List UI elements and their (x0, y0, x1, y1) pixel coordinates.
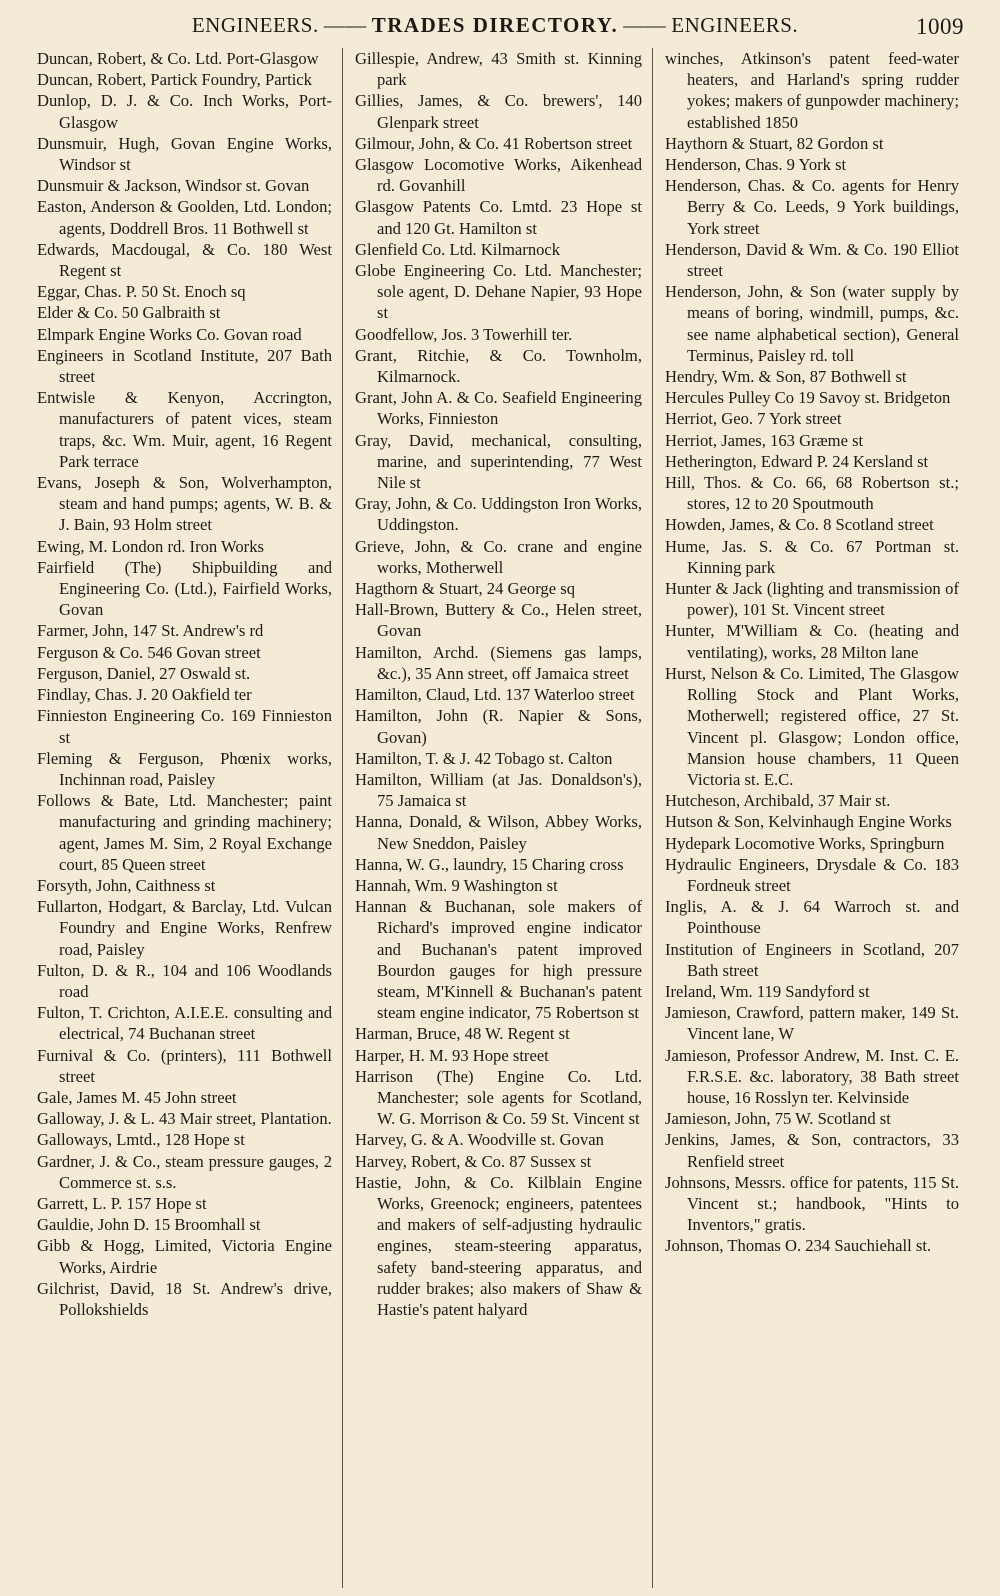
directory-entry: Hill, Thos. & Co. 66, 68 Robertson st.; stores, 12 to 20 Spoutmouth (665, 473, 959, 514)
directory-entry: Harman, Bruce, 48 W. Regent st (355, 1024, 570, 1044)
directory-entry: Findlay, Chas. J. 20 Oakfield ter (37, 685, 252, 705)
directory-entry: Hamilton, John (R. Napier & Sons, Govan) (355, 706, 642, 747)
directory-entry: Hagthorn & Stuart, 24 George sq (355, 579, 575, 599)
directory-entry: Hamilton, William (at Jas. Donaldson's), 75 Jamaica st (355, 769, 642, 811)
directory-entry: Gilmour, John, & Co. 41 Robertson street (355, 133, 633, 153)
column-1 (33, 48, 343, 1588)
directory-entry: Finnieston Engineering Co. 169 Finnieston st (37, 706, 332, 747)
directory-entry: Hume, Jas. S. & Co. 67 Portman st. Kinning park (665, 536, 959, 577)
directory-entry: Globe Engineering Co. Ltd. Manchester; sole agent, D. Dehane Napier, 93 Hope st (355, 261, 642, 323)
directory-entry: Elder & Co. 50 Galbraith st (37, 303, 221, 323)
directory-entry: Johnson, Thomas O. 234 Sauchiehall st. (665, 1236, 932, 1256)
directory-entry: Haythorn & Stuart, 82 Gordon st (665, 133, 884, 153)
directory-entry: Herriot, James, 163 Græme st (665, 430, 864, 450)
directory-entry: Henderson, David & Wm. & Co. 190 Elliot street (665, 239, 959, 281)
directory-entry: Duncan, Robert, Partick Foundry, Partick (37, 70, 312, 90)
directory-entry: Fullarton, Hodgart, & Barclay, Ltd. Vulcan Foundry and Engine Works, Renfrew road, Paisley (37, 897, 332, 959)
header-right: ENGINEERS. (671, 12, 799, 37)
directory-entry: Furnival & Co. (printers), 111 Bothwell street (37, 1045, 332, 1086)
directory-entry: Glenfield Co. Ltd. Kilmarnock (355, 239, 561, 259)
directory-entry: Gardner, J. & Co., steam pressure gauges, 2 Commerce st. s.s. (37, 1151, 332, 1192)
directory-entry: Dunsmuir & Jackson, Windsor st. Govan (37, 176, 310, 196)
directory-entry: Henderson, Chas. & Co. agents for Henry Berry & Co. Leeds, 9 York buildings, York street (665, 176, 959, 238)
directory-entry: Harper, H. M. 93 Hope street (355, 1045, 549, 1065)
directory-entry: Goodfellow, Jos. 3 Towerhill ter. (355, 324, 573, 344)
directory-entry: Jamieson, Crawford, pattern maker, 149 St. Vincent lane, W (665, 1003, 959, 1044)
directory-entry: Hannan & Buchanan, sole makers of Richard's improved engine indicator and Buchanan's patent improved Bourdon gauges for high pressure steam, M'Kinnell & Buchanan's patent steam engine indicator, 75 Robertson st (355, 897, 642, 1023)
directory-entry: Engineers in Scotland Institute, 207 Bath street (37, 345, 332, 387)
directory-entry: Grieve, John, & Co. crane and engine works, Motherwell (355, 536, 642, 577)
directory-entry: Gillespie, Andrew, 43 Smith st. Kinning park (355, 49, 642, 90)
directory-entry: Hetherington, Edward P. 24 Kersland st (665, 451, 929, 471)
directory-entry: Grant, Ritchie, & Co. Townholm, Kilmarnock. (355, 345, 642, 387)
directory-entry: Gilchrist, David, 18 St. Andrew's drive, Pollokshields (37, 1278, 332, 1319)
running-header (30, 8, 964, 42)
directory-entry: Duncan, Robert, & Co. Ltd. Port-Glasgow (37, 49, 319, 68)
directory-entry: Hamilton, T. & J. 42 Tobago st. Calton (355, 748, 613, 768)
directory-entry: Easton, Anderson & Goolden, Ltd. London; agents, Doddrell Bros. 11 Bothwell st (37, 197, 332, 238)
directory-entry: Dunsmuir, Hugh, Govan Engine Works, Windsor st (37, 133, 332, 175)
directory-entry: Fairfield (The) Shipbuilding and Engineering Co. (Ltd.), Fairfield Works, Govan (37, 557, 332, 620)
directory-entry: Hydepark Locomotive Works, Springburn (665, 833, 945, 853)
directory-entry: Herriot, Geo. 7 York street (665, 409, 842, 429)
directory-entry: Institution of Engineers in Scotland, 207 Bath street (665, 939, 959, 980)
directory-entry: Hall-Brown, Buttery & Co., Helen street, Govan (355, 600, 642, 641)
directory-entry: Elmpark Engine Works Co. Govan road (37, 324, 302, 344)
directory-entry: Jamieson, John, 75 W. Scotland st (665, 1109, 891, 1129)
directory-entry: Galloways, Lmtd., 128 Hope st (37, 1130, 245, 1150)
directory-entry: Evans, Joseph & Son, Wolverhampton, steam and hand pumps; agents, W. B. & J. Bain, 93 Holm street (37, 473, 332, 535)
directory-entry: Glasgow Locomotive Works, Aikenhead rd. Govanhill (355, 155, 642, 196)
directory-entry: Eggar, Chas. P. 50 St. Enoch sq (37, 282, 246, 302)
header-title: TRADES DIRECTORY. (371, 12, 619, 37)
directory-entry: Gray, John, & Co. Uddingston Iron Works, Uddingston. (355, 494, 642, 535)
directory-entry: Hamilton, Archd. (Siemens gas lamps, &c.), 35 Ann street, off Jamaica street (355, 642, 642, 683)
directory-entry: Farmer, John, 147 St. Andrew's rd (37, 621, 264, 641)
header-left: ENGINEERS. (191, 12, 319, 37)
directory-entry: Hunter, M'William & Co. (heating and ventilating), works, 28 Milton lane (665, 621, 959, 662)
directory-columns (33, 48, 963, 1588)
directory-entry: Gray, David, mechanical, consulting, marine, and superintending, 77 West Nile st (355, 430, 642, 493)
directory-entry: Hanna, Donald, & Wilson, Abbey Works, New Sneddon, Paisley (355, 812, 642, 853)
directory-entry: Hunter & Jack (lighting and transmission of power), 101 St. Vincent street (665, 579, 959, 620)
directory-entry: winches, Atkinson's patent feed-water heaters, and Harland's spring rudder yokes; makers of gunpowder machinery; established 1850 (665, 49, 959, 132)
directory-entry: Gauldie, John D. 15 Broomhall st (37, 1215, 261, 1235)
directory-entry: Hydraulic Engineers, Drysdale & Co. 183 Fordneuk street (665, 854, 959, 895)
column-2 (343, 48, 653, 1588)
directory-entry: Follows & Bate, Ltd. Manchester; paint manufacturing and grinding machinery; agent, James M. Sim, 2 Royal Exchange court, 85 Queen street (37, 791, 332, 874)
directory-entry: Garrett, L. P. 157 Hope st (37, 1193, 207, 1213)
directory-entry: Forsyth, John, Caithness st (37, 875, 216, 895)
directory-entry: Fulton, T. Crichton, A.I.E.E. consulting and electrical, 74 Buchanan street (37, 1003, 332, 1044)
directory-entry: Grant, John A. & Co. Seafield Engineering Works, Finnieston (355, 388, 642, 429)
directory-entry: Hamilton, Claud, Ltd. 137 Waterloo street (355, 685, 635, 705)
directory-entry: Dunlop, D. J. & Co. Inch Works, Port-Glasgow (37, 91, 332, 132)
page-number: 1009 (916, 14, 964, 39)
directory-entry: Fulton, D. & R., 104 and 106 Woodlands road (37, 960, 332, 1001)
directory-entry: Glasgow Patents Co. Lmtd. 23 Hope st and 120 Gt. Hamilton st (355, 197, 642, 238)
directory-entry: Ferguson & Co. 546 Govan street (37, 642, 261, 662)
directory-entry: Hendry, Wm. & Son, 87 Bothwell st (665, 367, 907, 387)
header-rule-left: —— (323, 12, 367, 37)
directory-entry: Howden, James, & Co. 8 Scotland street (665, 515, 934, 535)
directory-entry: Hurst, Nelson & Co. Limited, The Glasgow Rolling Stock and Plant Works, Motherwell; registered office, 27 St. Vincent pl. Glasgow; London office, Mansion house chambers, 11 Queen Victoria st. E.C. (665, 663, 959, 789)
directory-entry: Fleming & Ferguson, Phœnix works, Inchinnan road, Paisley (37, 748, 332, 789)
directory-entry: Jenkins, James, & Son, contractors, 33 Renfield street (665, 1130, 959, 1171)
directory-entry: Harrison (The) Engine Co. Ltd. Manchester; sole agents for Scotland, W. G. Morrison & Co. 59 St. Vincent st (355, 1066, 642, 1129)
directory-entry: Inglis, A. & J. 64 Warroch st. and Pointhouse (665, 897, 959, 938)
directory-entry: Hutcheson, Archibald, 37 Mair st. (665, 791, 891, 811)
directory-entry: Ewing, M. London rd. Iron Works (37, 536, 264, 556)
directory-entry: Henderson, Chas. 9 York st (665, 155, 847, 175)
column-3 (653, 48, 963, 1588)
directory-entry: Hutson & Son, Kelvinhaugh Engine Works (665, 812, 952, 832)
header-rule-right: —— (623, 12, 667, 37)
directory-entry: Harvey, Robert, & Co. 87 Sussex st (355, 1151, 592, 1171)
directory-entry: Edwards, Macdougal, & Co. 180 West Regent st (37, 239, 332, 281)
directory-entry: Gillies, James, & Co. brewers', 140 Glenpark street (355, 91, 642, 132)
directory-entry: Hannah, Wm. 9 Washington st (355, 875, 558, 895)
directory-entry: Hastie, John, & Co. Kilblain Engine Works, Greenock; engineers, patentees and makers of self-adjusting hydraulic engines, steam-steering apparatus, safety band-steering apparatus, and rudder brakes; also makers of Shaw & Hastie's patent halyard (355, 1172, 642, 1319)
directory-entry: Jamieson, Professor Andrew, M. Inst. C. E. F.R.S.E. &c. laboratory, 38 Bath street house, 16 Rosslyn ter. Kelvinside (665, 1045, 959, 1107)
directory-entry: Harvey, G. & A. Woodville st. Govan (355, 1130, 604, 1150)
directory-entry: Gibb & Hogg, Limited, Victoria Engine Works, Airdrie (37, 1236, 332, 1277)
directory-entry: Galloway, J. & L. 43 Mair street, Plantation. (37, 1109, 332, 1129)
directory-entry: Ferguson, Daniel, 27 Oswald st. (37, 663, 251, 683)
directory-entry: Hanna, W. G., laundry, 15 Charing cross (355, 854, 624, 874)
directory-entry: Ireland, Wm. 119 Sandyford st (665, 981, 870, 1001)
directory-entry: Gale, James M. 45 John street (37, 1087, 237, 1107)
directory-entry: Hercules Pulley Co 19 Savoy st. Bridgeton (665, 388, 951, 408)
directory-entry: Henderson, John, & Son (water supply by means of boring, windmill, pumps, &c. see name alphabetical section), General Terminus, Paisley rd. toll (665, 282, 959, 365)
directory-entry: Johnsons, Messrs. office for patents, 115 St. Vincent st.; handbook, "Hints to Inventors," gratis. (665, 1172, 959, 1235)
directory-entry: Entwisle & Kenyon, Accrington, manufacturers of patent vices, steam traps, &c. Wm. Muir, agent, 16 Regent Park terrace (37, 388, 332, 471)
